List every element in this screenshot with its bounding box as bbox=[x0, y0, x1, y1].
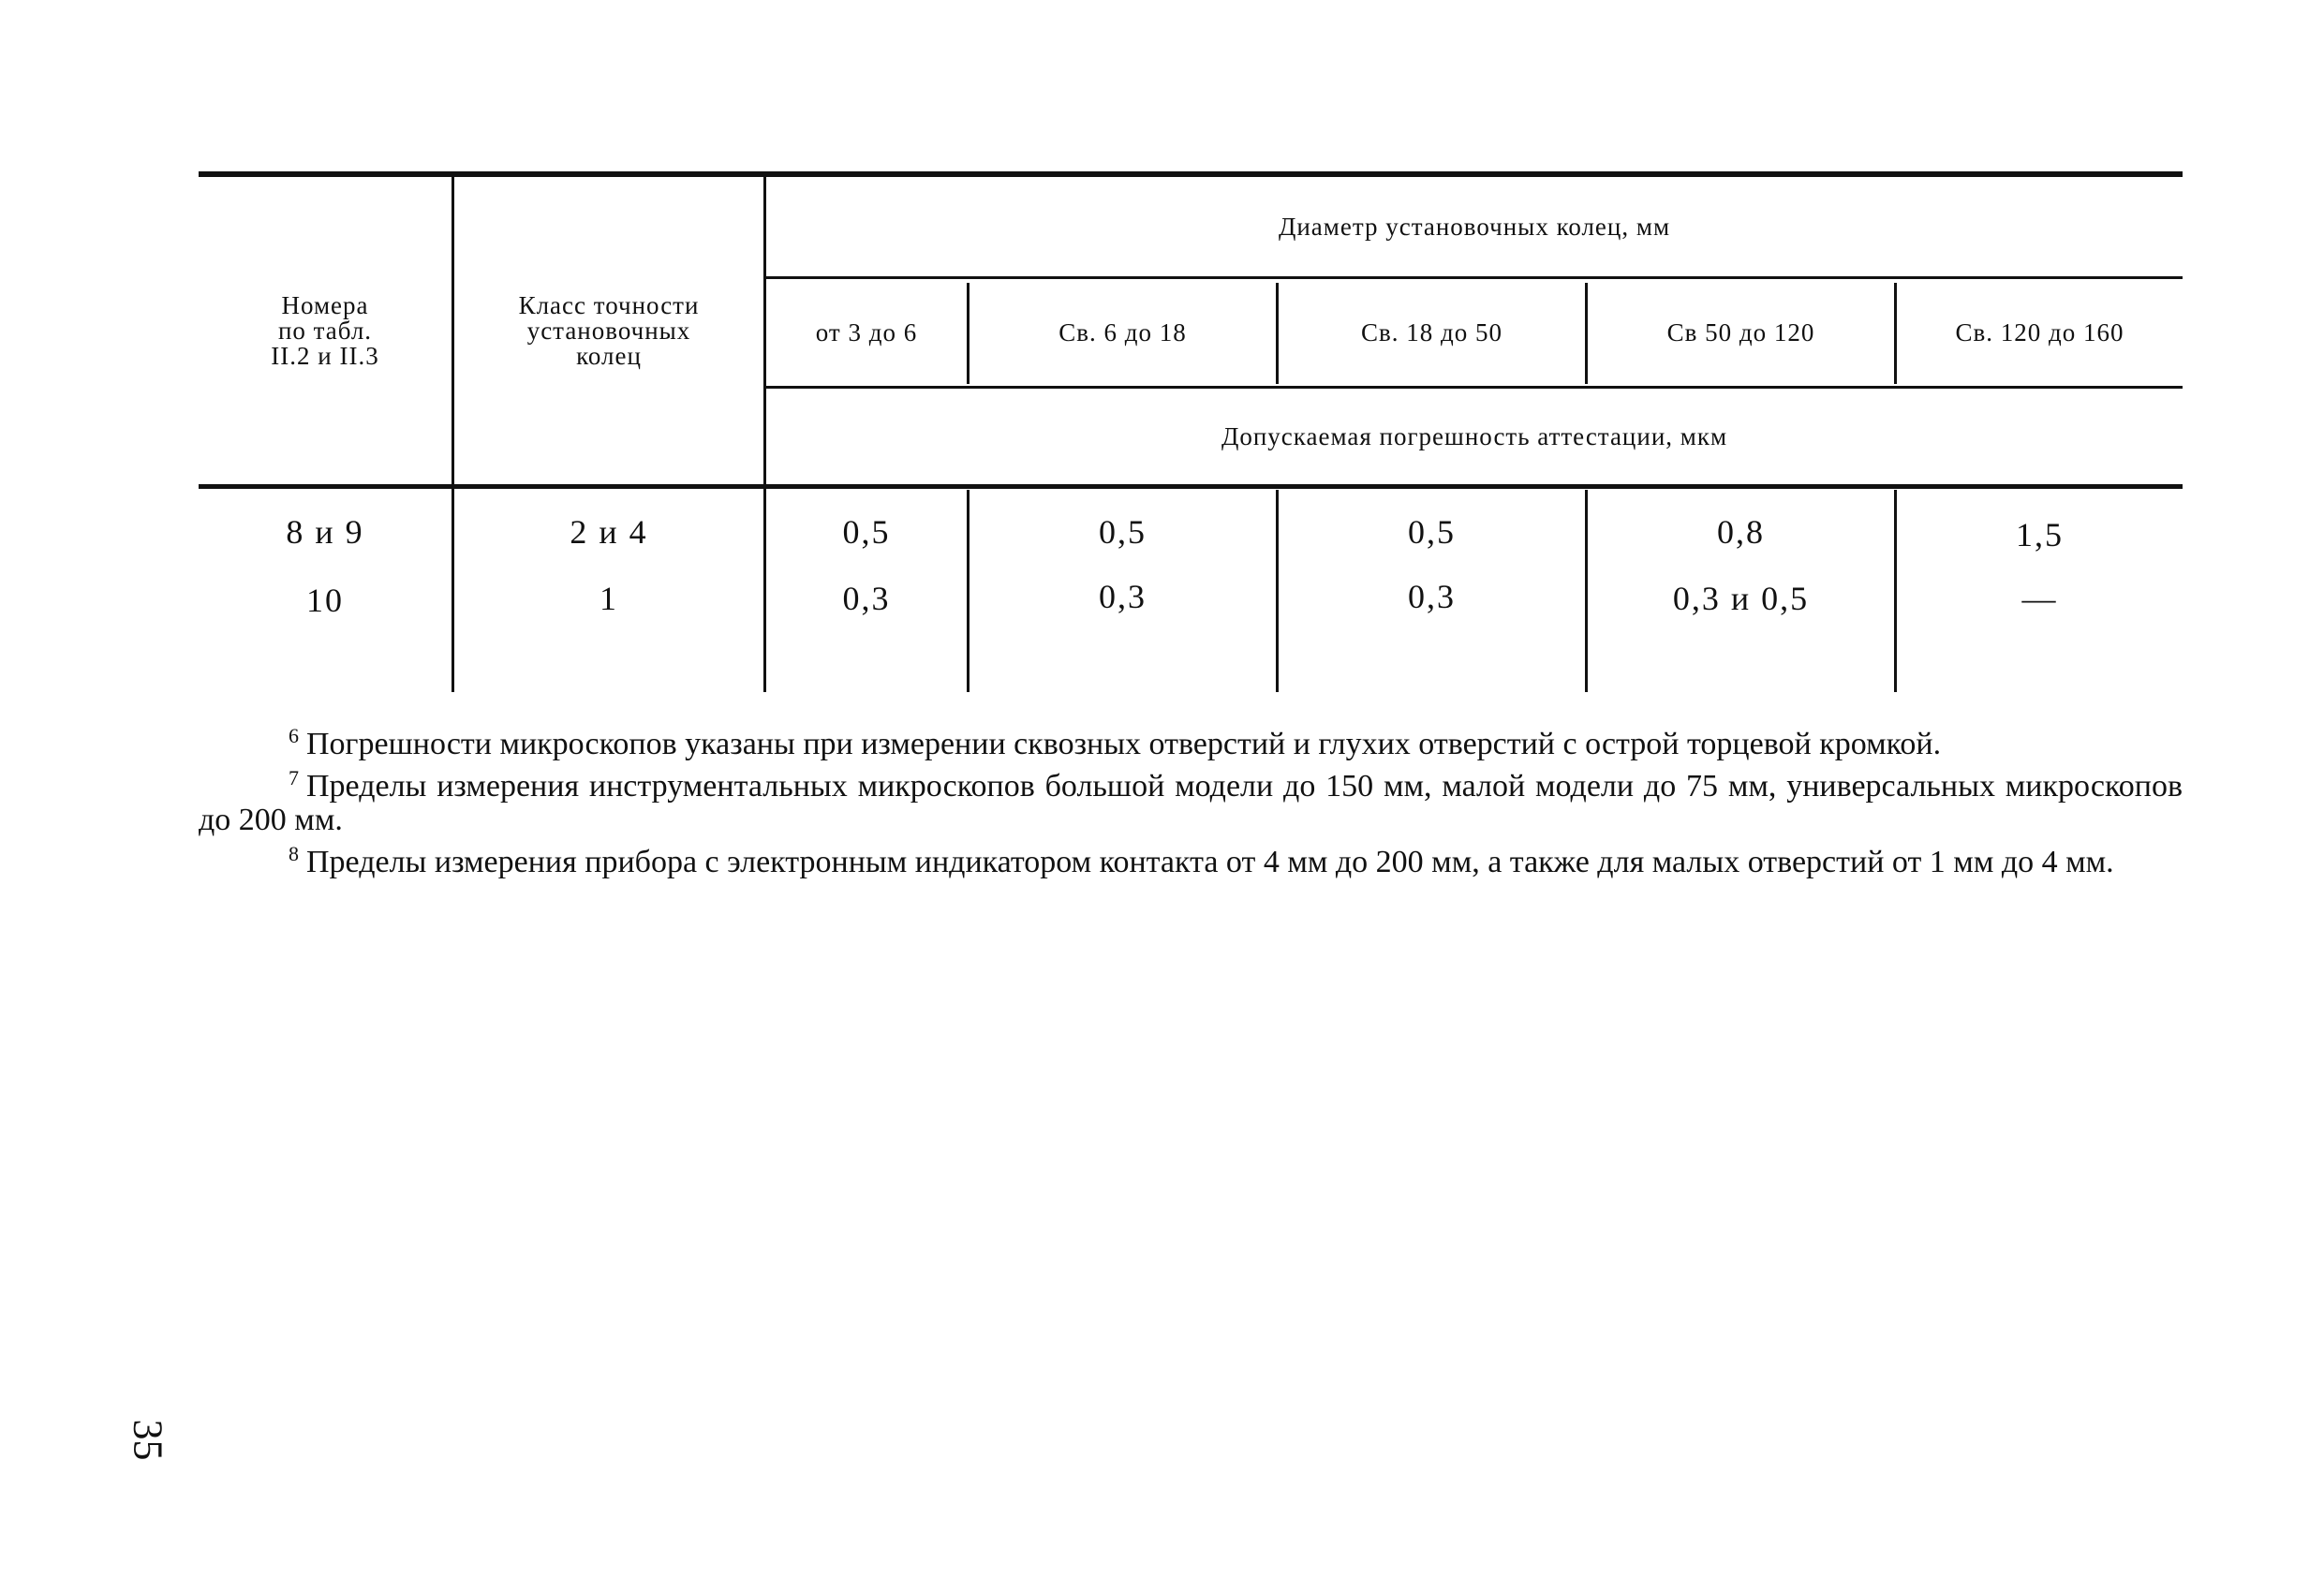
footnote-6 bbox=[199, 719, 2183, 761]
row-2-ref: 10 bbox=[306, 582, 344, 619]
header-accuracy-class-line-3: колец bbox=[576, 341, 642, 370]
row-2-class: 1 bbox=[600, 580, 618, 617]
row-2-value-5: — bbox=[2021, 580, 2058, 617]
data-table bbox=[199, 171, 2183, 692]
footnote-8 bbox=[199, 837, 2183, 879]
header-tolerance: Допускаемая погрешность аттестации, мкм bbox=[1221, 421, 1728, 450]
footnote-8-text: Пределы измерения прибора с электронным индикатором контакта от 4 мм до 200 мм, а также для малых отверстий от 1 мм до 4 мм. bbox=[306, 845, 2114, 879]
header-diameter-1: от 3 до 6 bbox=[815, 317, 918, 347]
header-diameter-2: Св. 6 до 18 bbox=[1058, 317, 1187, 347]
footnote-7-mark: 7 bbox=[289, 766, 299, 789]
row-2-value-2: 0,3 bbox=[1099, 578, 1147, 615]
row-1-value-4: 0,8 bbox=[1717, 513, 1765, 551]
header-diameter-3: Св. 18 до 50 bbox=[1361, 317, 1502, 347]
header-rows-ref-line-3: II.2 и II.3 bbox=[271, 341, 379, 370]
header-rows-ref-line-2: по табл. bbox=[277, 316, 373, 345]
row-1-ref: 8 и 9 bbox=[286, 513, 364, 551]
footnotes bbox=[199, 719, 2183, 879]
header-accuracy-class-line-1: Класс точности bbox=[518, 290, 700, 319]
row-1-value-5: 1,5 bbox=[2016, 516, 2064, 553]
header-diameter-4: Св 50 до 120 bbox=[1666, 317, 1815, 347]
header-bottom-rule bbox=[199, 484, 2183, 489]
footnote-8-mark: 8 bbox=[289, 842, 299, 865]
row-1-value-3: 0,5 bbox=[1408, 513, 1456, 551]
header-accuracy-class bbox=[454, 177, 763, 484]
header-diameter-5: Св. 120 до 160 bbox=[1955, 317, 2124, 347]
footnote-7-text: Пределы измерения инструментальных микроскопов большой модели до 150 мм, малой модели до 75 мм, универсальных микроскопов до 200 мм. bbox=[199, 769, 2183, 837]
row-2-value-1: 0,3 bbox=[842, 580, 891, 617]
footnote-7 bbox=[199, 761, 2183, 837]
row-2-value-4: 0,3 и 0,5 bbox=[1672, 580, 1810, 617]
footnote-6-text: Погрешности микроскопов указаны при измерении сквозных отверстий и глухих отверстий с острой торцевой кромкой. bbox=[306, 727, 1942, 761]
row-1-value-2: 0,5 bbox=[1099, 513, 1147, 551]
row-1-class: 2 и 4 bbox=[570, 513, 648, 551]
header-rows-ref bbox=[199, 177, 451, 484]
row-2-value-3: 0,3 bbox=[1408, 578, 1456, 615]
header-diameter-group: Диаметр установочных колец, мм bbox=[1278, 212, 1671, 241]
footnote-6-mark: 6 bbox=[289, 724, 299, 747]
page-number: 35 bbox=[125, 1419, 171, 1461]
header-rows-ref-line-1: Номера bbox=[281, 290, 369, 319]
header-accuracy-class-line-2: установочных bbox=[526, 316, 691, 345]
row-1-value-1: 0,5 bbox=[842, 513, 891, 551]
